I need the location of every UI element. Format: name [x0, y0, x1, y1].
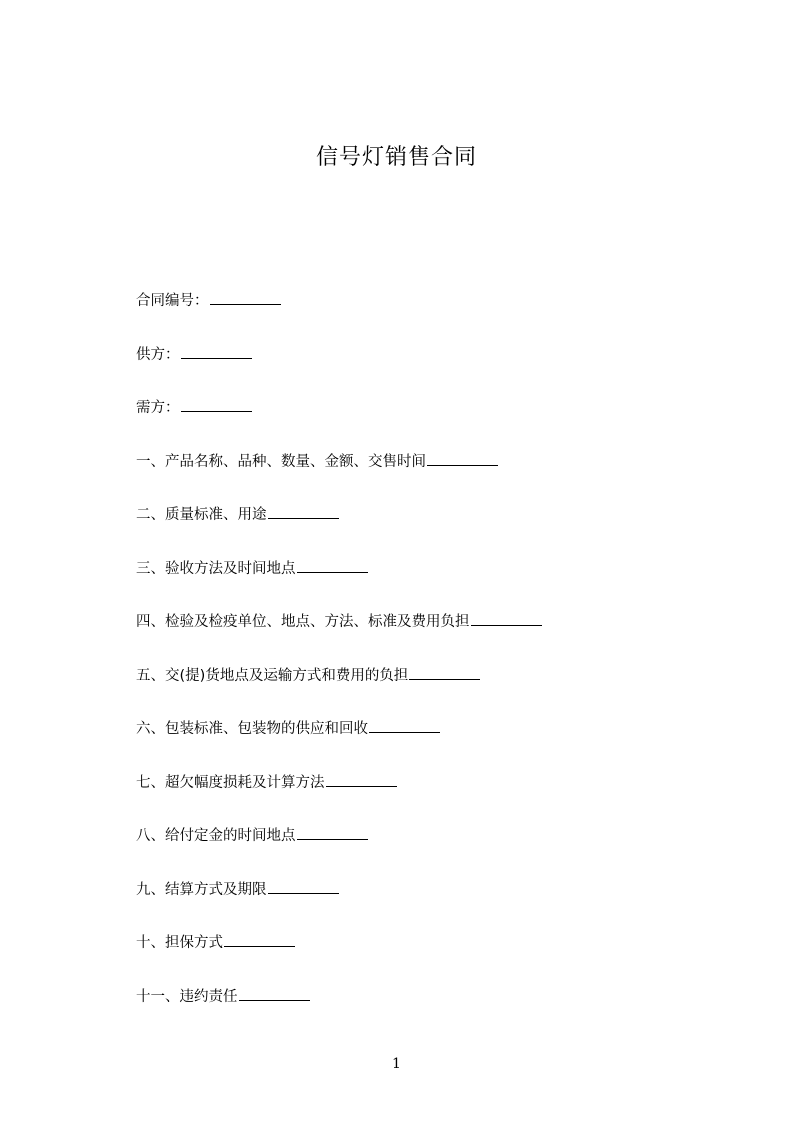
contract-clause-list — [136, 290, 542, 1039]
fill-in-blank — [297, 558, 368, 573]
fill-in-blank — [181, 344, 252, 359]
clause-11 — [136, 986, 542, 1040]
line-label: 供方： — [136, 346, 180, 363]
clause-9 — [136, 879, 542, 933]
clause-label: 九、结算方式及期限 — [136, 881, 267, 898]
fill-in-blank — [297, 825, 368, 840]
page-number: 1 — [392, 1056, 401, 1072]
clause-label: 十一、违约责任 — [136, 988, 238, 1005]
fill-in-blank — [369, 718, 440, 733]
fill-in-blank — [181, 397, 252, 412]
clause-label: 七、超欠幅度损耗及计算方法 — [136, 774, 325, 791]
fill-in-blank — [409, 665, 480, 680]
clause-7 — [136, 772, 542, 826]
supplier-line — [136, 344, 542, 398]
contract-number-line — [136, 290, 542, 344]
document-title: 信号灯销售合同 — [315, 145, 477, 170]
clause-label: 五、交(提)货地点及运输方式和费用的负担 — [136, 667, 409, 684]
clause-6 — [136, 718, 542, 772]
clause-label: 四、检验及检疫单位、地点、方法、标准及费用负担 — [136, 614, 470, 630]
clause-2 — [136, 504, 542, 558]
clause-4 — [136, 611, 542, 665]
clause-label: 六、包装标准、包装物的供应和回收 — [136, 721, 368, 737]
buyer-line — [136, 397, 542, 451]
clause-10 — [136, 932, 542, 986]
fill-in-blank — [239, 986, 310, 1001]
fill-in-blank — [268, 504, 339, 519]
fill-in-blank — [210, 290, 281, 305]
fill-in-blank — [326, 772, 397, 787]
fill-in-blank — [224, 932, 295, 947]
clause-8 — [136, 825, 542, 879]
fill-in-blank — [268, 879, 339, 894]
clause-3 — [136, 558, 542, 612]
clause-label: 十、担保方式 — [136, 935, 223, 951]
fill-in-blank — [471, 611, 542, 626]
clause-label: 一、产品名称、品种、数量、金额、交售时间 — [136, 453, 426, 470]
clause-label: 二、质量标准、用途 — [136, 507, 267, 523]
clause-label: 八、给付定金的时间地点 — [136, 828, 296, 844]
clause-label: 三、验收方法及时间地点 — [136, 560, 296, 577]
clause-1 — [136, 451, 542, 505]
clause-5 — [136, 665, 542, 719]
line-label: 合同编号： — [136, 293, 209, 309]
line-label: 需方： — [136, 400, 180, 416]
fill-in-blank — [427, 451, 498, 466]
